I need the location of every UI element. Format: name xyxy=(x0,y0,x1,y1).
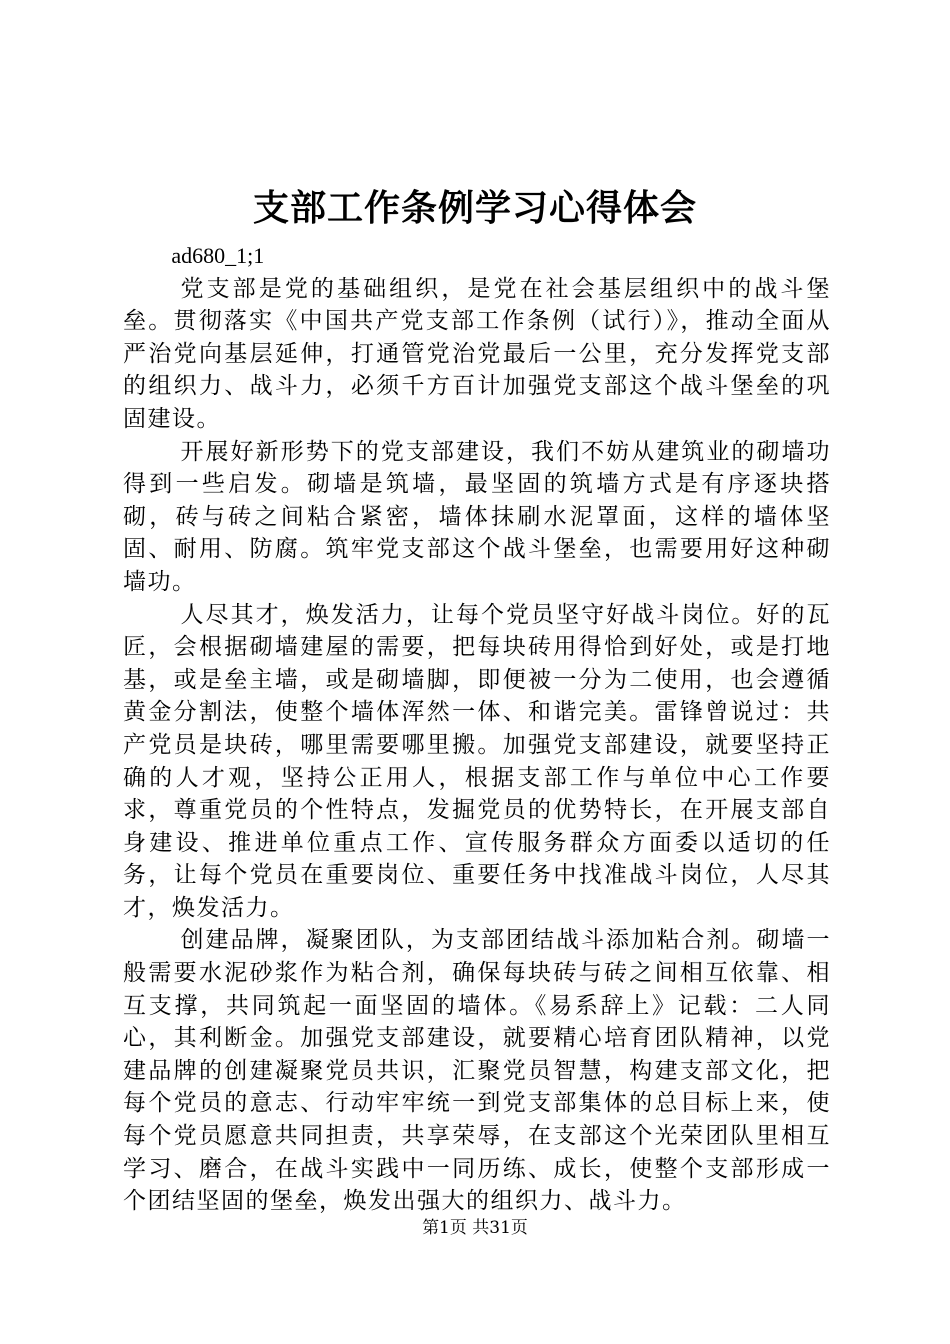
paragraph-4: 创建品牌，凝聚团队，为支部团结战斗添加粘合剂。砌墙一般需要水泥砂浆作为粘合剂，确保每块砖与砖之间相互依靠、相互支撑，共同筑起一面坚固的墙体。《易系辞上》记载：二人同心，其利断金。加强党支部建设，就要精心培育团队精神，以党建品牌的创建凝聚党员共识，汇聚党员智慧，构建支部文化，把每个党员的意志、行动牢牢统一到党支部集体的总目标上来，使每个党员愿意共同担责，共享荣辱，在支部这个光荣团队里相互学习、磨合，在战斗实践中一同历练、成长，使整个支部形成一个团结坚固的堡垒，焕发出强大的组织力、战斗力。 xyxy=(123,927,831,1215)
paragraph-3: 人尽其才，焕发活力，让每个党员坚守好战斗岗位。好的瓦匠，会根据砌墙建屋的需要，把每块砖用得恰到好处，或是打地基，或是垒主墙，或是砌墙脚，即便被一分为二使用，也会遵循黄金分割法，使整个墙体浑然一体、和谐完美。雷锋曾说过：共产党员是块砖，哪里需要哪里搬。加强党支部建设，就要坚持正确的人才观，坚持公正用人，根据支部工作与单位中心工作要求，尊重党员的个性特点，发掘党员的优势特长，在开展支部自身建设、推进单位重点工作、宣传服务群众方面委以适切的任务，让每个党员在重要岗位、重要任务中找准战斗岗位，人尽其才，焕发活力。 xyxy=(123,601,831,921)
paragraph-2: 开展好新形势下的党支部建设，我们不妨从建筑业的砌墙功得到一些启发。砌墙是筑墙，最坚固的筑墙方式是有序逐块搭砌，砖与砖之间粘合紧密，墙体抹刷水泥罩面，这样的墙体坚固、耐用、防腐。筑牢党支部这个战斗堡垒，也需要用好这种砌墙功。 xyxy=(123,438,831,595)
document-title: 支部工作条例学习心得体会 xyxy=(252,187,697,229)
paragraph-1: 党支部是党的基础组织，是党在社会基层组织中的战斗堡垒。贯彻落实《中国共产党支部工作条例（试行）》，推动全面从严治党向基层延伸，打通管党治党最后一公里，充分发挥党支部的组织力、战斗力，必须千方百计加强党支部这个战斗堡垒的巩固建设。 xyxy=(123,275,831,432)
document-body xyxy=(123,240,831,1218)
document-code-line: ad680_1;1 xyxy=(171,243,265,268)
page-footer: 第1页 共31页 xyxy=(422,1218,528,1238)
